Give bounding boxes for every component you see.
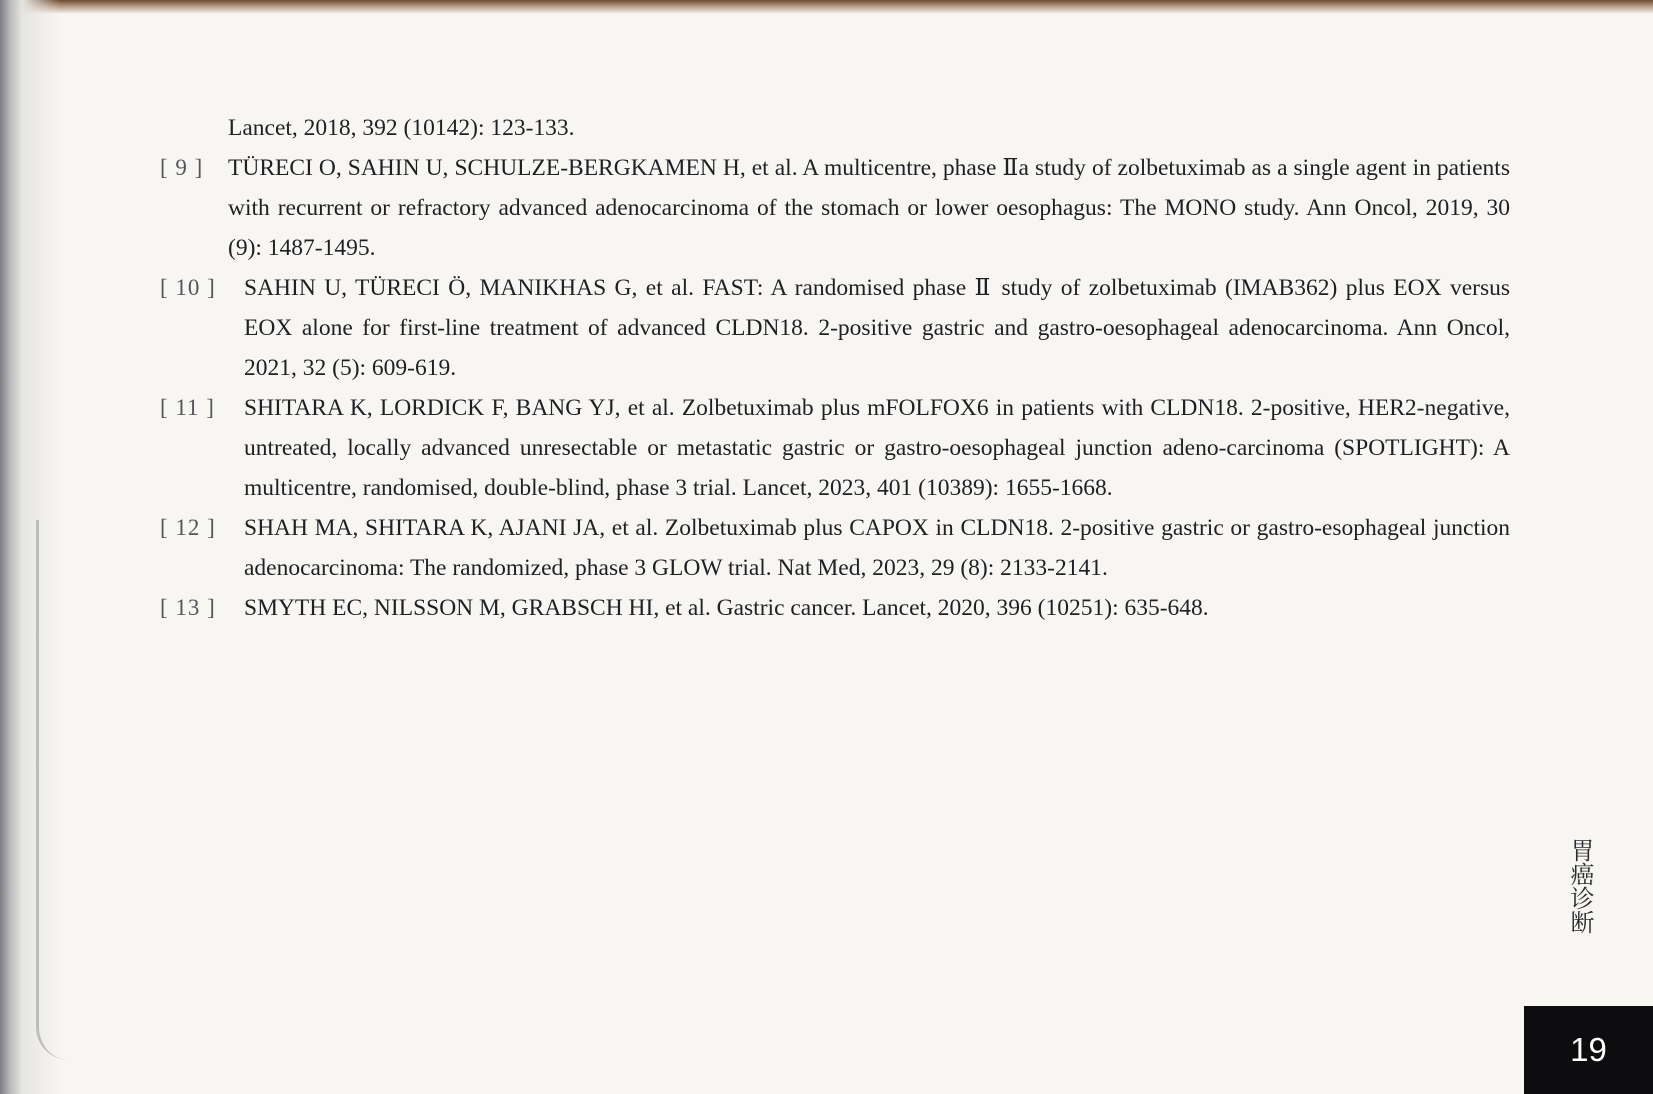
reference-text: SHAH MA, SHITARA K, AJANI JA, et al. Zolbetuximab plus CAPOX in CLDN18. 2-positive gastric or gastro-esophageal junction adenocarcinoma: The randomized, phase 3 GLOW trial. Nat Med, 2023, 29 (8): 2133-2141. <box>244 515 1510 581</box>
reference-number: [ 10 ] <box>160 275 216 300</box>
page-top-shadow <box>0 0 1653 14</box>
reference-text: SAHIN U, TÜRECI Ö, MANIKHAS G, et al. FAST: A randomised phase Ⅱ study of zolbetuximab (IMAB362) plus EOX versus EOX alone for first-line treatment of advanced CLDN18. 2-positive gastric and gastro-oesophageal adenocarcinoma. Ann Oncol, 2021, 32 (5): 609-619. <box>244 275 1510 381</box>
reference-text: TÜRECI O, SAHIN U, SCHULZE-BERGKAMEN H, et al. A multicentre, phase Ⅱa study of zolbetuximab as a single agent in patients with recurrent or refractory advanced adenocarcinoma of the stomach or lower oesophagus: The MONO study. Ann Oncol, 2019, 30 (9): 1487-1495. <box>228 155 1510 261</box>
reference-text: Lancet, 2018, 392 (10142): 123-133. <box>228 115 575 141</box>
page-number: 19 <box>1570 1031 1607 1068</box>
reference-item-9 <box>160 148 1510 268</box>
chapter-side-title: 胃癌诊断 <box>1566 838 1594 934</box>
reference-list <box>160 108 1510 628</box>
reference-number: [ 13 ] <box>160 595 216 620</box>
reference-text: SHITARA K, LORDICK F, BANG YJ, et al. Zolbetuximab plus mFOLFOX6 in patients with CLDN18. 2-positive, HER2-negative, untreated, locally advanced unresectable or metastatic gastric or gastro-oesophageal junction adeno-carcinoma (SPOTLIGHT): A multicentre, randomised, double-blind, phase 3 trial. Lancet, 2023, 401 (10389): 1655-1668. <box>244 395 1510 501</box>
page-number-box <box>1524 1006 1653 1094</box>
reference-item-11 <box>160 388 1510 508</box>
reference-item-10 <box>160 268 1510 388</box>
reference-number: [ 12 ] <box>160 515 216 540</box>
reference-item-12 <box>160 508 1510 588</box>
reference-item-13 <box>160 588 1510 628</box>
reference-text: SMYTH EC, NILSSON M, GRABSCH HI, et al. Gastric cancer. Lancet, 2020, 396 (10251): 635-648. <box>244 595 1209 621</box>
reference-number: [ 9 ] <box>160 155 204 180</box>
reference-continuation <box>160 108 1510 148</box>
reference-number: [ 11 ] <box>160 395 215 420</box>
page-curl-shadow <box>36 520 69 1060</box>
